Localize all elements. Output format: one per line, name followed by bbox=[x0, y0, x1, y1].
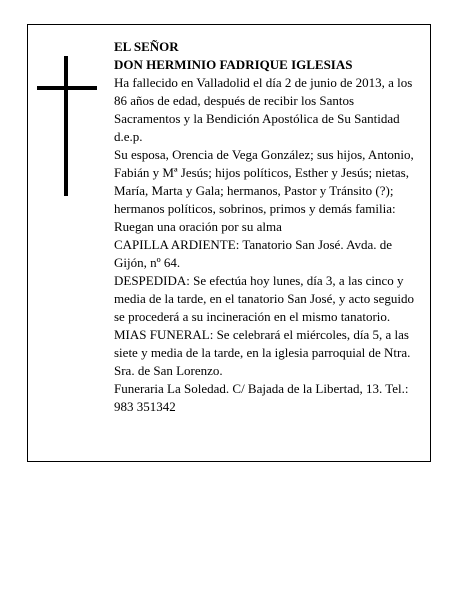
deceased-name: DON HERMINIO FADRIQUE IGLESIAS bbox=[114, 57, 353, 72]
farewell-info: DESPEDIDA: Se efectúa hoy lunes, día 3, a las cinco y media de la tarde, en el tanatorio San José, y acto seguido se procederá a su incineración en el mismo tanatorio. MIAS FUNERAL: Se celebrará el miércoles, día 5, a las siete y media de la tarde, en la iglesia parroquial de Ntra. Sra. de San Lorenzo. bbox=[114, 273, 414, 378]
funeral-home-info: Funeraria La Soledad. C/ Bajada de la Libertad, 13. Tel.: 983 351342 bbox=[114, 381, 409, 414]
death-announcement: Ha fallecido en Valladolid el día 2 de junio de 2013, a los 86 años de edad, después de recibir los Santos Sacramentos y la Bendición Apostólica de Su Santidad d.e.p. bbox=[114, 75, 413, 144]
prayer-request: Ruegan una oración por su alma bbox=[114, 219, 282, 234]
obituary-text bbox=[114, 38, 422, 416]
cross-horizontal-bar bbox=[37, 86, 97, 90]
heading-title: EL SEÑOR bbox=[114, 39, 179, 54]
cross-icon bbox=[37, 56, 97, 196]
chapel-info: CAPILLA ARDIENTE: Tanatorio San José. Avda. de Gijón, nº 64. bbox=[114, 237, 393, 270]
cross-vertical-bar bbox=[64, 56, 68, 196]
family-members: Su esposa, Orencia de Vega González; sus hijos, Antonio, Fabián y Mª Jesús; hijos políticos, Esther y Jesús; nietas, María, Marta y Gala; hermanos, Pastor y Tránsito (?); hermanos políticos, sobrinos, primos y demás familia: bbox=[114, 147, 414, 216]
